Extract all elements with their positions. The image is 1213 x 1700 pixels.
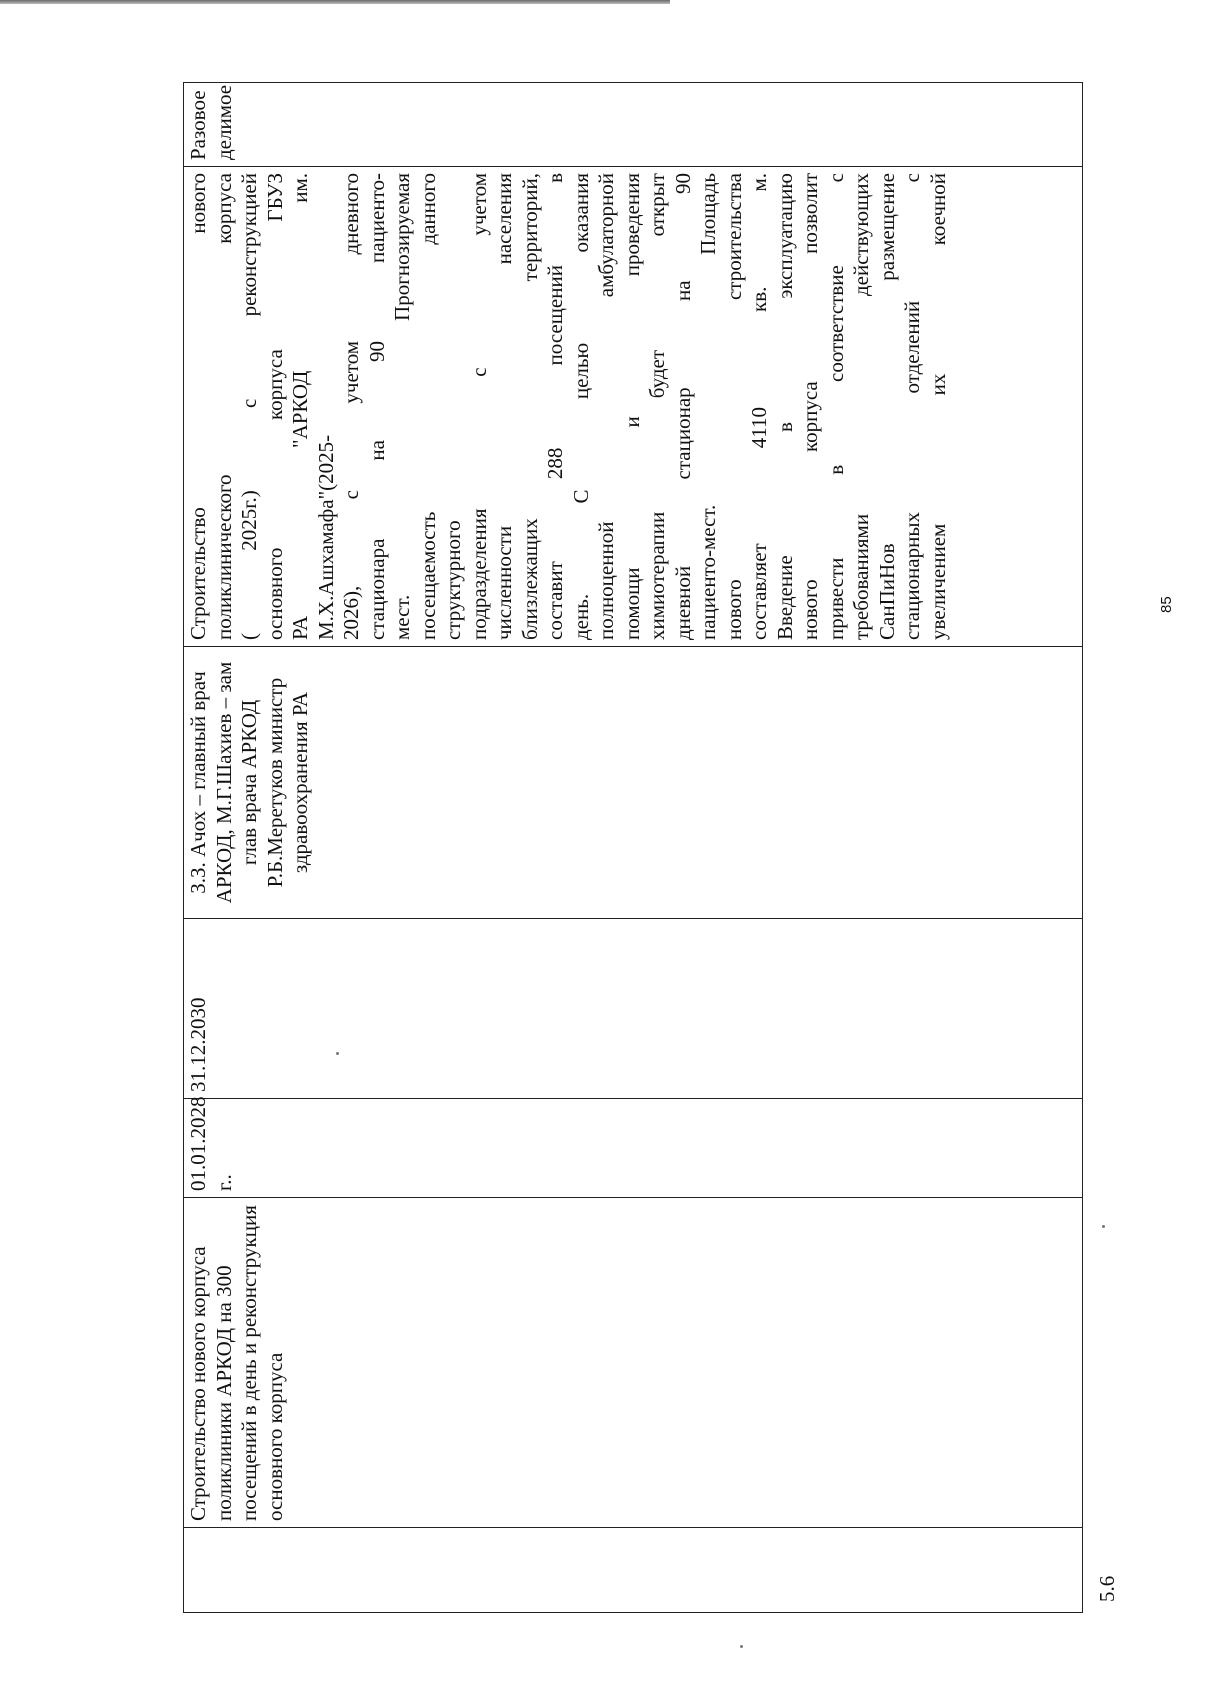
start-date-cell <box>184 1096 1083 1198</box>
description-text <box>186 173 951 640</box>
description-line: структурного <box>441 520 465 640</box>
description-line: СанПиНов размещение <box>874 173 899 640</box>
rotated-page <box>183 83 1213 1613</box>
description-line: мест. Прогнозируемая <box>390 173 414 640</box>
description-line: М.Х.Ашхамафа"(2025- <box>313 434 338 640</box>
scan-speck <box>740 1645 743 1648</box>
description-line: поликлинического корпуса <box>211 173 236 640</box>
description-line: Введение в эксплуатацию <box>772 173 797 640</box>
description-line: помощи и проведения <box>619 173 644 640</box>
description-line: нового строительства <box>721 173 746 640</box>
scan-edge <box>0 0 670 4</box>
end-date: 31.12.2030 <box>186 997 210 1092</box>
row-number: 5.6 <box>1094 1575 1119 1602</box>
description-line: ( 2025г.) с реконструкцией <box>237 173 261 640</box>
type-cell <box>184 83 1083 167</box>
description-line: Строительство нового <box>186 173 210 640</box>
description-line: день. С целью оказания <box>568 173 593 640</box>
description-line: нового корпуса позволит <box>798 173 822 640</box>
plan-table <box>183 82 1119 1613</box>
description-line: РА "АРКОД им. <box>288 173 312 640</box>
event-type: Разовое делимое <box>186 84 236 160</box>
description-line: посещаемость данного <box>415 173 440 640</box>
end-date-cell <box>184 919 1083 1099</box>
table-row <box>184 83 1083 1613</box>
description-line: стационара на 90 пациенто- <box>364 173 389 640</box>
description-line: близлежащих территорий, <box>517 173 542 640</box>
description-cell <box>184 167 1083 647</box>
page-number: 85 <box>1158 596 1175 613</box>
responsible-cell <box>184 647 1083 919</box>
row-number-cell <box>184 1528 1119 1613</box>
event-title: Строительство нового корпуса поликлиники АРКОД на 300 посещений в день и реконструкция основного корпуса <box>186 1205 287 1521</box>
description-line: дневной стационар на 90 <box>670 173 695 640</box>
description-line: составит 288 посещений в <box>543 173 567 640</box>
description-line: требованиями действующих <box>849 173 873 640</box>
description-line: составляет 4110 кв. м. <box>747 173 771 640</box>
responsible-persons: З.З. Ачох – главный врач АРКОД, М.Г.Шахиев – зам глав врача АРКОД Р.Б.Меретуков министр здравоохранения РА <box>186 661 312 904</box>
description-line: полноценной амбулаторной <box>594 173 618 640</box>
description-line: основного корпуса ГБУЗ <box>262 173 287 640</box>
description-line: пациенто-мест. Площадь <box>696 173 720 640</box>
description-line: увеличением их коечной <box>925 173 950 640</box>
description-line: химиотерапии будет открыт <box>645 173 669 640</box>
description-line: стационарных отделений с <box>900 173 924 640</box>
description-line: подразделения с учетом <box>466 173 491 640</box>
event-title-cell <box>184 1198 1083 1528</box>
description-line: численности населения <box>492 173 516 640</box>
start-date: 01.01.2028 г.. <box>186 1096 236 1191</box>
description-line: привести в соответствие с <box>823 173 848 640</box>
description-line: 2026), с учетом дневного <box>339 173 363 640</box>
